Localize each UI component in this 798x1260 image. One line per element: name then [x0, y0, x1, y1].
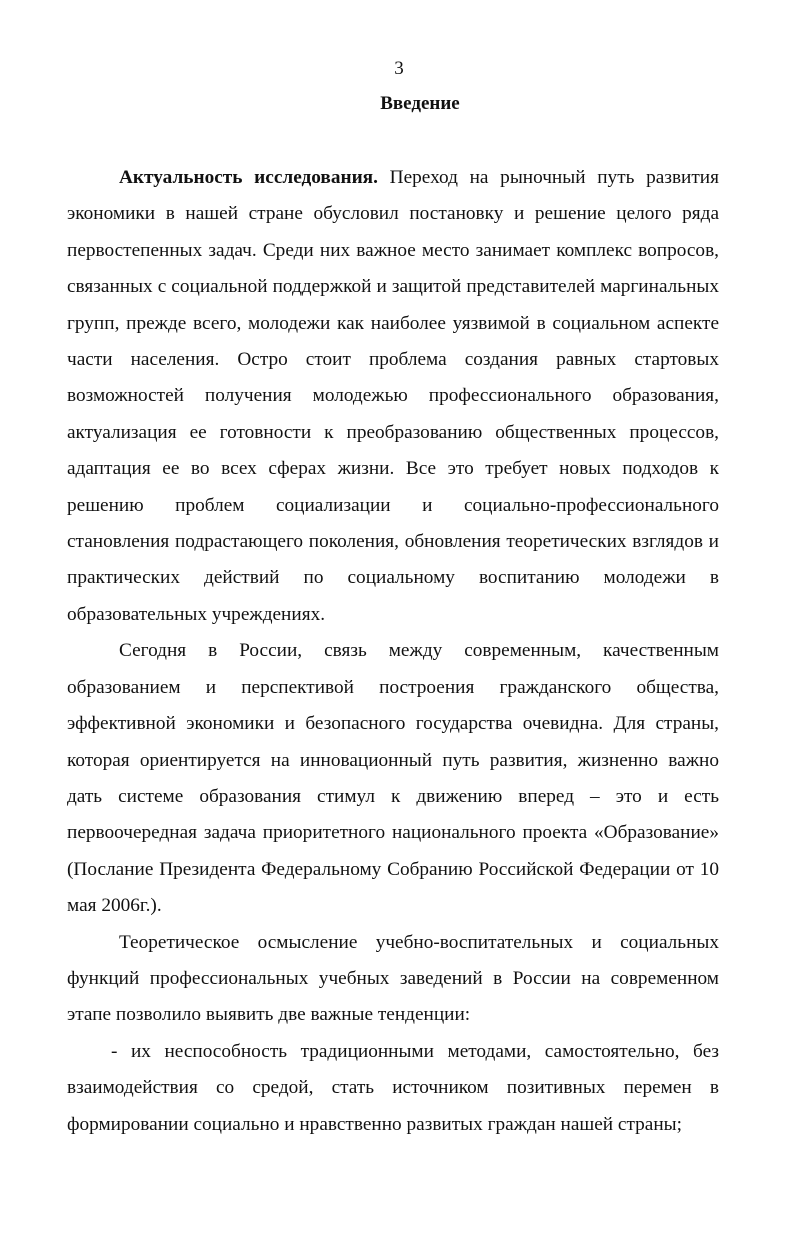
paragraph-theoretical-analysis: Теоретическое осмысление учебно-воспитательных и социальных функций профессиональных учебных заведений в России на современном этапе позволило выявить две важные тенденции:	[67, 931, 719, 1026]
body-text	[67, 160, 719, 1143]
paragraph-text: Переход на рыночный путь развития экономики в нашей стране обусловил постановку и решение целого ряда первостепенных задач. Среди них важное место занимает комплекс вопросов, связанных с социальной поддержкой и защитой представителей маргинальных групп, прежде всего, молодежи как наиболее уязвимой в социальном аспекте части населения. Остро стоит проблема создания равных стартовых возможностей получения молодежью профессионального образования, актуализация ее готовности к преобразованию общественных процессов, адаптация ее во всех сферах жизни. Все это требует новых подходов к решению проблем социализации и социально-профессионального становления подрастающего поколения, обновления теоретических взглядов и практических действий по социальному воспитанию молодежи в образовательных учреждениях.	[67, 167, 719, 625]
paragraph-russia-education: Сегодня в России, связь между современным, качественным образованием и перспективой построения гражданского общества, эффективной экономики и безопасного государства очевидна. Для страны, которая ориентируется на инновационный путь развития, жизненно важно дать системе образования стимул к движению вперед – это и есть первоочередная задача приоритетного национального проекта «Образование» (Послание Президента Федеральному Собранию Российской Федерации от 10 мая 2006г.).	[67, 640, 719, 917]
page-number: 3	[394, 58, 404, 79]
paragraph-lead: Актуальность исследования.	[119, 167, 378, 188]
paragraph-relevance	[67, 160, 719, 633]
list-item: - их неспособность традиционными методами, самостоятельно, без взаимодействия со средой, стать источником позитивных перемен в формировании социально и нравственно развитых граждан нашей страны;	[67, 1040, 719, 1135]
page-title: Введение	[380, 93, 460, 114]
